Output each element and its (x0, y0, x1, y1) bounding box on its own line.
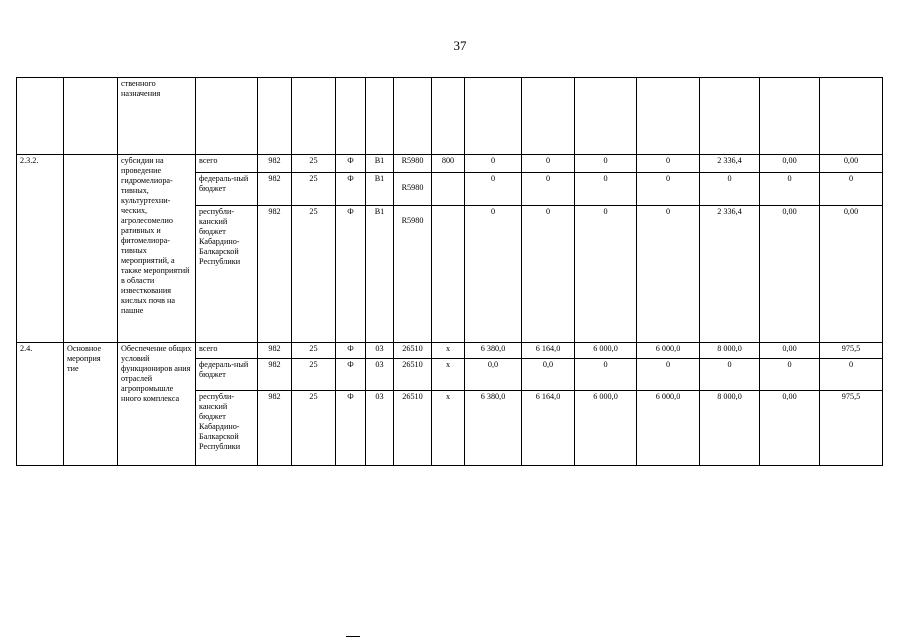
item-description: субсидии на проведение гидромелиора-тивных, культуртехни-ческих, агролесомелио ративных и фитомелиора-тивных мероприятий, а также мероприятий в области известкования кислых почв на пашне (118, 155, 196, 343)
funding-source: республи-канский бюджет Кабардино-Балкарской Республики (196, 206, 258, 343)
value-cell: 0,00 (760, 155, 820, 173)
csr-code: R5980 (394, 155, 432, 173)
value-cell: 0 (760, 173, 820, 206)
item-status (64, 155, 118, 343)
rz-code: 25 (292, 206, 336, 343)
value-cell: 0,00 (760, 391, 820, 466)
value-cell: 0 (522, 173, 575, 206)
value-cell: 6 000,0 (637, 391, 700, 466)
funding-source: федераль-ный бюджет (196, 359, 258, 391)
value-cell: 0 (820, 173, 883, 206)
vr-code: х (432, 343, 465, 359)
grbs-code: 982 (258, 343, 292, 359)
funding-source: всего (196, 343, 258, 359)
budget-table (16, 77, 883, 466)
pr-code: Ф (336, 206, 366, 343)
rz-code: 25 (292, 343, 336, 359)
csr-code: 26510 (394, 391, 432, 466)
value-cell: 0 (637, 206, 700, 343)
funding-source: всего (196, 155, 258, 173)
pr-code: Ф (336, 343, 366, 359)
funding-source: федераль-ный бюджет (196, 173, 258, 206)
value-cell: 0,00 (760, 206, 820, 343)
vr-code: х (432, 359, 465, 391)
cs-code: В1 (366, 155, 394, 173)
cs-code: 03 (366, 391, 394, 466)
value-cell: 0,00 (820, 155, 883, 173)
value-cell: 0 (637, 359, 700, 391)
rz-code: 25 (292, 155, 336, 173)
value-cell: 0 (575, 155, 637, 173)
footer-dash (346, 636, 360, 637)
vr-code: х (432, 391, 465, 466)
value-cell: 975,5 (820, 391, 883, 466)
pr-code: Ф (336, 173, 366, 206)
item-code: 2.3.2. (17, 155, 64, 343)
value-cell: 0 (760, 359, 820, 391)
value-cell: 0 (637, 155, 700, 173)
table-row (17, 155, 883, 173)
value-cell: 0 (522, 206, 575, 343)
grbs-code: 982 (258, 391, 292, 466)
value-cell: 6 164,0 (522, 391, 575, 466)
value-cell: 6 380,0 (465, 391, 522, 466)
continuation-description: ственного назначения (118, 78, 196, 155)
value-cell: 0,0 (522, 359, 575, 391)
value-cell: 0 (575, 173, 637, 206)
grbs-code: 982 (258, 206, 292, 343)
page-number: 37 (453, 38, 467, 53)
grbs-code: 982 (258, 155, 292, 173)
value-cell: 0,00 (820, 206, 883, 343)
item-description: Обеспечение общих условий функциониров ания отраслей агропромышле нного комплекса (118, 343, 196, 466)
csr-code: 26510 (394, 359, 432, 391)
value-cell: 6 000,0 (637, 343, 700, 359)
grbs-code: 982 (258, 173, 292, 206)
csr-code: R5980 (401, 216, 424, 225)
value-cell: 8 000,0 (700, 343, 760, 359)
value-cell: 0 (575, 206, 637, 343)
cs-code: 03 (366, 359, 394, 391)
value-cell: 6 000,0 (575, 391, 637, 466)
value-cell: 6 000,0 (575, 343, 637, 359)
value-cell: 6 380,0 (465, 343, 522, 359)
value-cell: 0 (820, 359, 883, 391)
item-status: Основное мероприя тие (64, 343, 118, 466)
vr-code: 800 (432, 155, 465, 173)
cs-code: В1 (366, 173, 394, 206)
vr-code (432, 173, 465, 206)
table-row (17, 343, 883, 359)
value-cell: 0 (465, 173, 522, 206)
item-code: 2.4. (17, 343, 64, 466)
value-cell: 0 (522, 155, 575, 173)
value-cell: 0 (465, 155, 522, 173)
value-cell: 975,5 (820, 343, 883, 359)
value-cell: 8 000,0 (700, 391, 760, 466)
value-cell: 0 (700, 359, 760, 391)
grbs-code: 982 (258, 359, 292, 391)
rz-code: 25 (292, 359, 336, 391)
value-cell: 0 (700, 173, 760, 206)
csr-code: 26510 (394, 343, 432, 359)
value-cell: 0,0 (465, 359, 522, 391)
funding-source: республи-канский бюджет Кабардино-Балкарской Республики (196, 391, 258, 466)
vr-code (432, 206, 465, 343)
continuation-row (17, 78, 883, 155)
rz-code: 25 (292, 173, 336, 206)
value-cell: 0 (465, 206, 522, 343)
value-cell: 2 336,4 (700, 206, 760, 343)
value-cell: 6 164,0 (522, 343, 575, 359)
pr-code: Ф (336, 359, 366, 391)
pr-code: Ф (336, 391, 366, 466)
cs-code: В1 (366, 206, 394, 343)
value-cell: 2 336,4 (700, 155, 760, 173)
value-cell: 0 (575, 359, 637, 391)
rz-code: 25 (292, 391, 336, 466)
value-cell: 0 (637, 173, 700, 206)
value-cell: 0,00 (760, 343, 820, 359)
pr-code: Ф (336, 155, 366, 173)
csr-code: R5980 (401, 183, 424, 192)
cs-code: 03 (366, 343, 394, 359)
